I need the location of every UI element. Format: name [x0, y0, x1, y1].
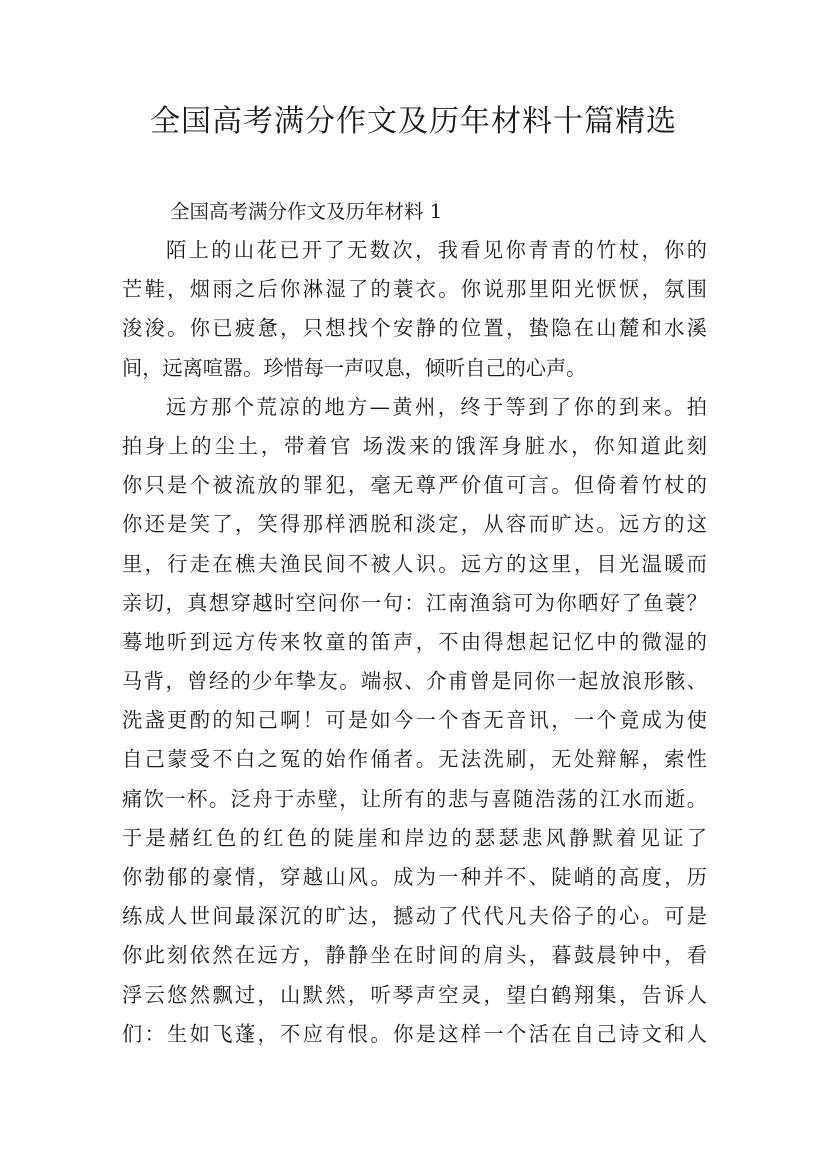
- text-line: 远方那个荒凉的地方—黄州，终于等到了你的到来。拍: [166, 394, 707, 419]
- text-line: 浚浚。你已疲惫，只想找个安静的位置，蛰隐在山麓和水溪: [122, 316, 707, 341]
- text-line: 亲切，真想穿越时空问你一句：江南渔翁可为你晒好了鱼蓑？: [122, 590, 707, 615]
- text-line: 蓦地听到远方传来牧童的笛声，不由得想起记忆中的微湿的: [122, 629, 707, 654]
- text-line: 浮云悠然飘过，山默然，听琴声空灵，望白鹤翔集，告诉人: [122, 982, 707, 1007]
- text-line: 间，远离喧嚣。珍惜每一声叹息，倾听自己的心声。: [122, 355, 587, 380]
- text-line: 拍身上的尘土，带着官 场泼来的饿浑身脏水，你知道此刻: [122, 433, 707, 458]
- text-line: 你还是笑了，笑得那样洒脱和淡定，从容而旷达。远方的这: [122, 512, 707, 537]
- document-title: 全国高考满分作文及历年材料十篇精选: [150, 104, 677, 139]
- section-heading: 全国高考满分作文及历年材料 1: [170, 200, 443, 223]
- text-line: 马背，曾经的少年挚友。端叔、介甫曾是同你一起放浪形骸、: [122, 669, 707, 694]
- text-line: 练成人世间最深沉的旷达，撼动了代代凡夫俗子的心。可是: [122, 904, 707, 929]
- text-line: 你勃郁的豪情，穿越山风。成为一种并不、陡峭的高度，历: [122, 865, 707, 889]
- text-line: 陌上的山花已开了无数次，我看见你青青的竹杖，你的: [166, 238, 707, 262]
- body-text: [122, 231, 707, 1054]
- text-line: 芒鞋，烟雨之后你淋湿了的蓑衣。你说那里阳光恹恹，氛围: [122, 277, 707, 302]
- text-line: 你此刻依然在远方，静静坐在时间的肩头，暮鼓晨钟中，看: [122, 943, 707, 968]
- text-line: 你只是个被流放的罪犯，毫无尊严价值可言。但倚着竹杖的: [122, 473, 707, 498]
- text-line: 里，行走在樵夫渔民间不被人识。远方的这里，目光温暖而: [122, 551, 707, 576]
- text-line: 洗盏更酌的知己啊！可是如今一个杳无音讯，一个竟成为使: [122, 708, 707, 733]
- text-line: 痛饮一杯。泛舟于赤壁，让所有的悲与喜随浩荡的江水而逝。: [122, 786, 707, 811]
- text-line: 自己蒙受不白之冤的始作俑者。无法洗刷，无处辩解，索性: [122, 747, 707, 772]
- text-line: 们：生如飞蓬，不应有恨。你是这样一个活在自己诗文和人: [122, 1021, 707, 1046]
- text-line: 于是赭红色的红色的陡崖和岸边的瑟瑟悲风静默着见证了: [122, 825, 707, 850]
